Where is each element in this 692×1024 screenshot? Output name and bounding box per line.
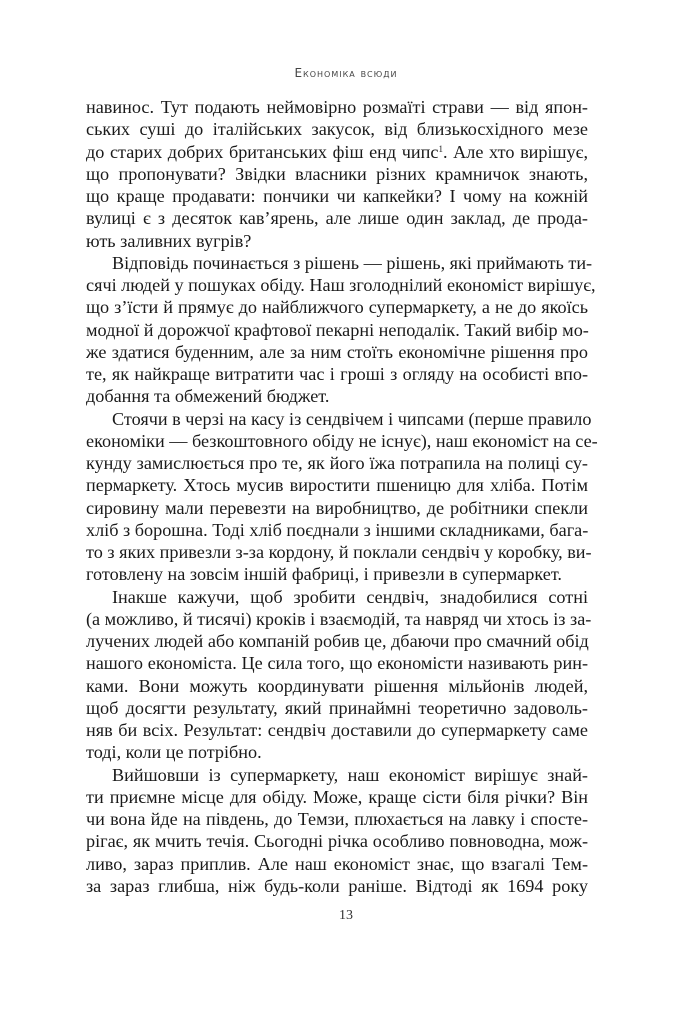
text-line: те, як найкраще витратити час і гроші з огляду на особисті впо- — [86, 364, 588, 384]
text-line: добання та обмежений бюджет. — [86, 386, 330, 407]
text-line: ють заливних вугрів? — [86, 230, 252, 251]
footnote-marker[interactable]: 1 — [438, 143, 443, 154]
text-line: лучених людей або компаній робив це, дбаючи про смачний обід — [86, 631, 589, 651]
text-line: що краще продавати: пончики чи капкейки? І чому на кожній — [86, 186, 588, 206]
text-line: нашого економіста. Це сила того, що економісти називають рин- — [86, 653, 588, 674]
text-line: Інакше кажучи, щоб зробити сендвіч, знадобилися сотні — [112, 586, 588, 607]
text-line: за зараз глибша, ніж будь-коли раніше. Відтоді як 1694 року — [86, 875, 588, 896]
text-line: же здатися буденним, але за ним стоїть економічне рішення про — [86, 341, 588, 362]
text-line: тоді, коли це потрібно. — [86, 742, 262, 763]
text-line: модної й дорожчої крафтової пекарні неподалік. Такий вибір мо- — [86, 319, 589, 340]
text-line: то з яких привезли з-за кордону, й поклали сендвіч у коробку, ви- — [86, 542, 592, 562]
text-line: ти приємне місце для обіду. Може, краще сісти біля річки? Він — [86, 786, 588, 807]
text-line: що пропонувати? Звідки власники різних крамничок знають, — [86, 163, 588, 184]
text-line: що з’їсти й прямує до найближчого супермаркету, а не до якоїсь — [86, 297, 588, 318]
text-line: до старих добрих британських фіш енд чипс$^1$. Але хто вирішує, — [86, 141, 588, 162]
text-line: чи вона йде на південь, до Темзи, плюхається на лавку і спосте- — [86, 809, 588, 829]
paragraph — [86, 764, 588, 898]
text-line: Стоячи в черзі на касу із сендвічем і чипсами (перше правило — [112, 408, 592, 429]
text-line: кунду замислюється про те, як його їжа потрапила на полиці су- — [86, 453, 588, 473]
text-line: вулиці є з десяток кав’ярень, але лише один заклад, де прода- — [86, 208, 588, 229]
text-line: няв би всіх. Результат: сендвіч доставили до супермаркету саме — [86, 720, 588, 740]
text-line: хліб з борошна. Тоді хліб поєднали з іншими складниками, бага- — [86, 519, 589, 540]
text-line: рігає, як мчить течія. Сьогодні річка особливо повноводна, мож- — [86, 831, 588, 852]
text-line: готовлену на зовсім іншій фабриці, і привезли в супермаркет. — [86, 564, 562, 585]
running-head: Економіка всюди — [294, 66, 398, 80]
body-text — [86, 96, 598, 897]
text-line: ками. Вони можуть координувати рішення мільйонів людей, — [86, 675, 588, 696]
text-line: Вийшовши із супермаркету, наш економіст вирішує знай- — [112, 764, 588, 785]
paragraph — [86, 252, 596, 408]
text-line: (а можливо, й тисячі) кроків і взаємодій, та навряд чи хтось із за- — [86, 608, 592, 629]
paragraph — [86, 96, 588, 252]
text-line: ських суші до італійських закусок, від близькосхідного мезе — [86, 119, 588, 140]
text-line: сячі людей у пошуках обіду. Наш зголоднілий економіст вирішує, — [86, 275, 596, 295]
text-line: сировину мали перевезти на виробництво, де робітники спекли — [86, 497, 588, 518]
text-line: навинос. Тут подають неймовірно розмаїті страви — від япон- — [86, 97, 588, 117]
paragraph — [86, 408, 598, 586]
text-line: пермаркету. Хтось мусив виростити пшеницю для хліба. Потім — [86, 475, 588, 496]
text-line: Відповідь починається з рішень — рішень, які приймають ти- — [112, 252, 593, 273]
text-line: ливо, зараз приплив. Але наш економіст знає, що взагалі Тем- — [86, 853, 588, 874]
text-line: економіки — безкоштовного обіду не існує), наш економіст на се- — [86, 430, 598, 451]
text-line: щоб досягти результату, який принаймні теоретично задоволь- — [86, 697, 588, 718]
page-number: 13 — [339, 908, 353, 923]
paragraph — [86, 586, 592, 764]
